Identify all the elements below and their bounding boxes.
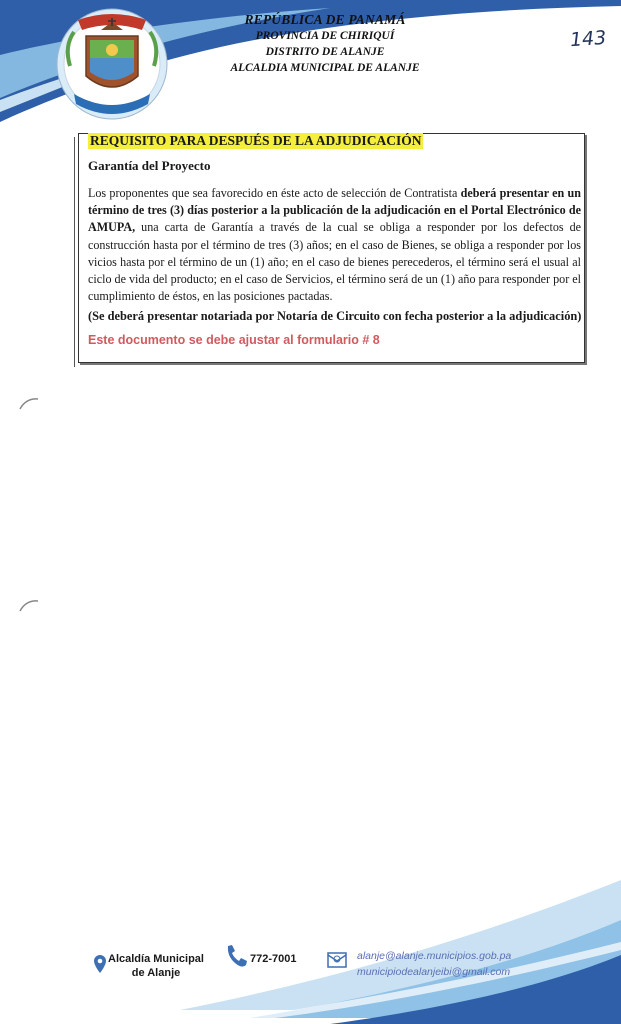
- paragraph-deadline-bold: deberá presentar en un término de tres (3) días posterior a la publicación de la adjudicación en el Portal Electrónico de AMUPA,: [88, 186, 581, 235]
- municipal-seal-logo: [56, 6, 168, 122]
- header-municipality: ALCALDIA MUNICIPAL DE ALANJE: [230, 62, 420, 74]
- footer-address-line2: de Alanje: [131, 967, 181, 979]
- footer-address-line1: Alcaldía Municipal: [108, 953, 204, 965]
- mail-icon: [327, 950, 347, 970]
- footer-email-official: alanje@alanje.municipios.gob.pa: [357, 950, 512, 962]
- punch-hole-mark: [18, 598, 40, 612]
- form-reference-note: Este documento se debe ajustar al formulario # 8: [88, 333, 380, 347]
- footer-address: [106, 952, 206, 980]
- box-left-rule: [74, 137, 75, 367]
- header-district: DISTRITO DE ALANJE: [265, 46, 385, 58]
- paragraph-intro: Los proponentes que sea favorecido en éste acto de selección de Contratista: [88, 186, 461, 200]
- header-block: [195, 12, 455, 76]
- punch-hole-mark: [18, 396, 40, 410]
- paragraph-terms: una carta de Garantía a través de la cual se obliga a responder por los defectos de construcción hasta por el término de tres (3) años; en el caso de Bienes, se obliga a responder por los vicios hasta por el término de un (1) año; en el caso de bienes perecederos, el término será el usual al ciclo de vida del producto; en el caso de Servicios, el término será de un (1) año para responder por el cumplimiento de éstos, en las posiciones pactadas.: [88, 220, 581, 304]
- header-province: PROVINCIA DE CHIRIQUÍ: [255, 30, 395, 42]
- guarantee-paragraph: [88, 185, 581, 305]
- header-republic: REPÚBLICA DE PANAMÁ: [244, 12, 406, 27]
- guarantee-subtitle: Garantía del Proyecto: [88, 158, 211, 173]
- notarization-note: (Se deberá presentar notariada por Notaría de Circuito con fecha posterior a la adjudicación): [88, 309, 582, 323]
- handwritten-page-number: 143: [569, 26, 607, 52]
- footer-emails: [357, 948, 511, 980]
- footer-email-gmail: municipiodealanjeibi@gmail.com: [357, 966, 511, 978]
- footer-swoosh-decoration: [0, 880, 621, 1024]
- phone-icon: [224, 943, 248, 969]
- location-pin-icon: [94, 955, 106, 973]
- footer-phone: 772-7001: [250, 953, 297, 965]
- requirement-title: REQUISITO PARA DESPUÉS DE LA ADJUDICACIÓN: [90, 133, 422, 148]
